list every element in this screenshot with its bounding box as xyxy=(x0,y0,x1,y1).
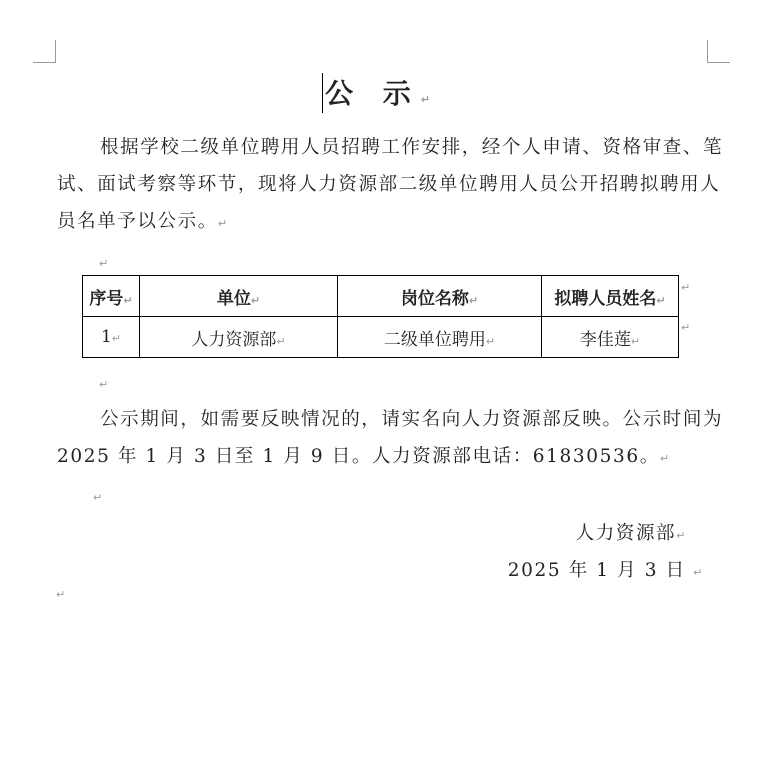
cell-index: 1↵ xyxy=(83,317,140,358)
row-end-mark-icon: ↵ xyxy=(681,321,691,334)
table-row xyxy=(83,317,679,358)
signature-date: 2025 年 1 月 3 日 ↵ xyxy=(507,560,704,581)
paragraph-mark-icon: ↵ xyxy=(99,257,109,270)
paragraph-mark-icon: ↵ xyxy=(217,217,229,230)
table-header-row xyxy=(83,276,679,317)
crop-mark-top-right xyxy=(707,40,730,63)
notice-paragraph xyxy=(57,401,725,477)
paragraph-mark-icon: ↵ xyxy=(676,529,687,542)
cell-position: 二级单位聘用↵ xyxy=(338,317,542,358)
paragraph-mark-icon: ↵ xyxy=(659,452,671,465)
header-cell-unit: 单位↵ xyxy=(140,276,338,317)
cell-unit: 人力资源部↵ xyxy=(140,317,338,358)
row-end-mark-icon: ↵ xyxy=(681,281,691,294)
document-title xyxy=(0,72,762,113)
intro-text: 根据学校二级单位聘用人员招聘工作安排，经个人申请、资格审查、笔试、面试考察等环节，现将人力资源部二级单位聘用人员公开招聘拟聘用人员名单予以公示。 xyxy=(57,137,724,232)
paragraph-mark-icon: ↵ xyxy=(99,378,109,391)
header-cell-index: 序号↵ xyxy=(83,276,140,317)
paragraph-mark-icon: ↵ xyxy=(420,93,440,106)
text-cursor xyxy=(322,73,323,113)
paragraph-mark-icon: ↵ xyxy=(93,491,103,504)
paragraph-mark-icon: ↵ xyxy=(693,566,704,579)
crop-mark-top-left xyxy=(33,40,56,63)
header-cell-name: 拟聘人员姓名↵ xyxy=(542,276,679,317)
appointee-table xyxy=(82,275,679,358)
notice-text: 公示期间，如需要反映情况的，请实名向人力资源部反映。公示时间为 2025 年 1 月 3 日至 1 月 9 日。人力资源部电话：61830536。 xyxy=(57,409,724,467)
title-text: 公 示 xyxy=(325,77,421,110)
cell-name: 李佳莲↵ xyxy=(542,317,679,358)
paragraph-mark-icon: ↵ xyxy=(56,588,66,601)
header-cell-position: 岗位名称↵ xyxy=(338,276,542,317)
intro-paragraph xyxy=(57,129,725,242)
signature-department: 人力资源部↵ xyxy=(575,523,687,544)
